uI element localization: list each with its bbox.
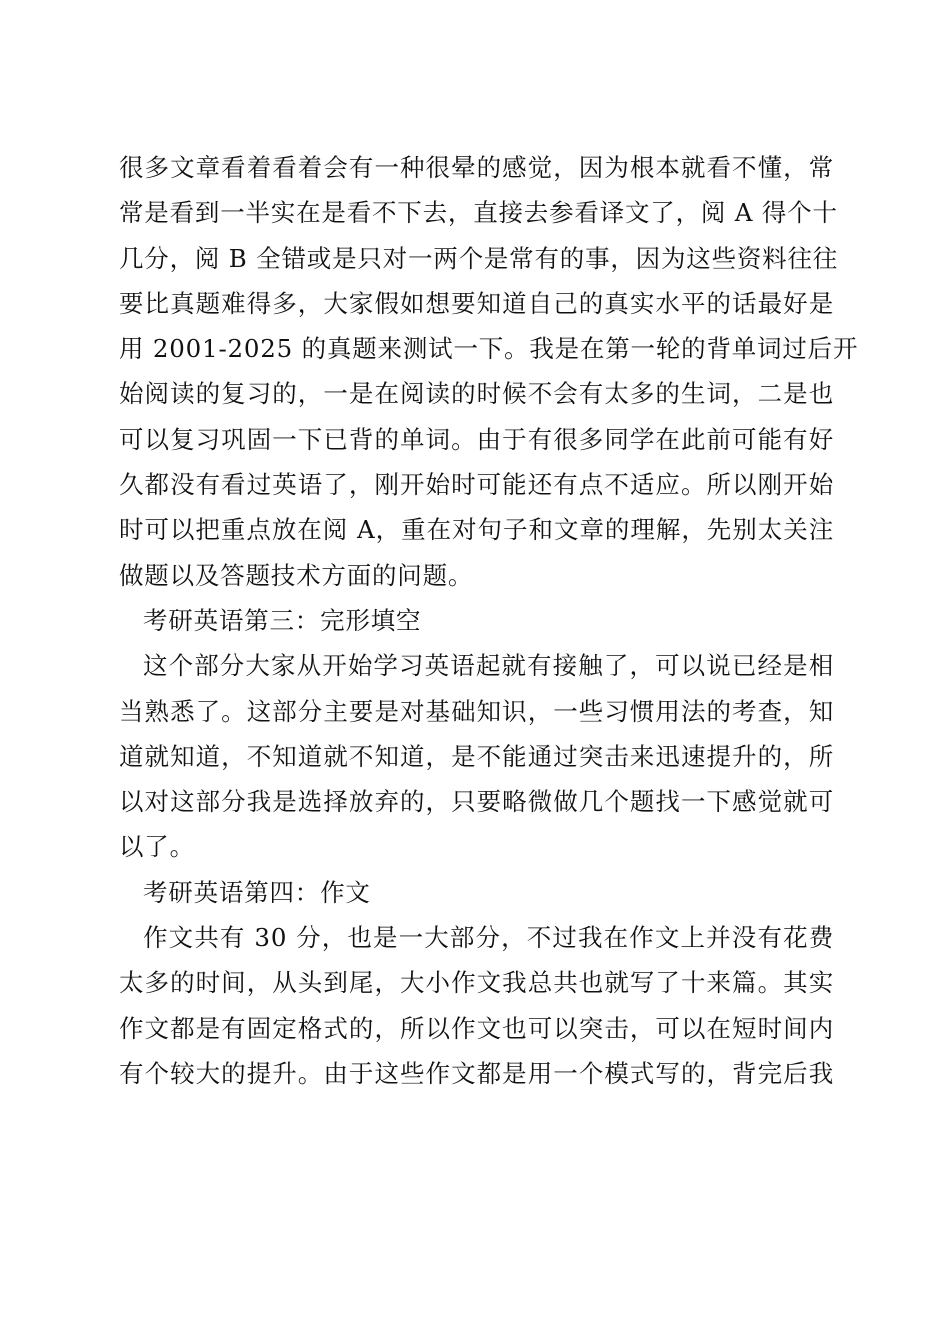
- text-line: 太多的时间，从头到尾，大小作文我总共也就写了十来篇。其实: [119, 968, 834, 998]
- text-line: 以了。: [119, 832, 195, 862]
- text-line: 道就知道，不知道就不知道，是不能通过突击来迅速提升的，所: [119, 741, 834, 771]
- section-heading: 考研英语第四：作文: [143, 877, 371, 907]
- text-line: 常是看到一半实在是看不下去，直接去参看译文了，阅 A 得个十: [119, 198, 838, 228]
- text-line: 有个较大的提升。由于这些作文都是用一个模式写的，背完后我: [119, 1058, 834, 1088]
- text-line: 几分，阅 B 全错或是只对一两个是常有的事，因为这些资料往往: [119, 243, 839, 273]
- text-line: 始阅读的复习的，一是在阅读的时候不会有太多的生词，二是也: [119, 379, 834, 409]
- text-line: 以对这部分我是选择放弃的，只要略微做几个题找一下感觉就可: [119, 787, 834, 817]
- text-line: 要比真题难得多，大家假如想要知道自己的真实水平的话最好是: [119, 288, 834, 318]
- text-line: 作文共有 30 分，也是一大部分，不过我在作文上并没有花费: [143, 923, 834, 953]
- text-line: 做题以及答题技术方面的问题。: [119, 560, 474, 590]
- text-line: 久都没有看过英语了，刚开始时可能还有点不适应。所以刚开始: [119, 470, 834, 500]
- text-line: 用 2001-2025 的真题来测试一下。我是在第一轮的背单词过后开: [119, 334, 859, 364]
- text-line: 很多文章看着看着会有一种很晕的感觉，因为根本就看不懂，常: [119, 153, 834, 182]
- section-heading: 考研英语第三：完形填空: [143, 605, 422, 635]
- text-line: 当熟悉了。这部分主要是对基础知识，一些习惯用法的考查，知: [119, 696, 834, 726]
- document-page: [119, 145, 859, 1096]
- text-line: 这个部分大家从开始学习英语起就有接触了，可以说已经是相: [143, 651, 834, 681]
- text-line: 时可以把重点放在阅 A，重在对句子和文章的理解，先别太关注: [119, 515, 834, 545]
- text-line: 可以复习巩固一下已背的单词。由于有很多同学在此前可能有好: [119, 424, 834, 454]
- text-line: 作文都是有固定格式的，所以作文也可以突击，可以在短时间内: [119, 1013, 834, 1043]
